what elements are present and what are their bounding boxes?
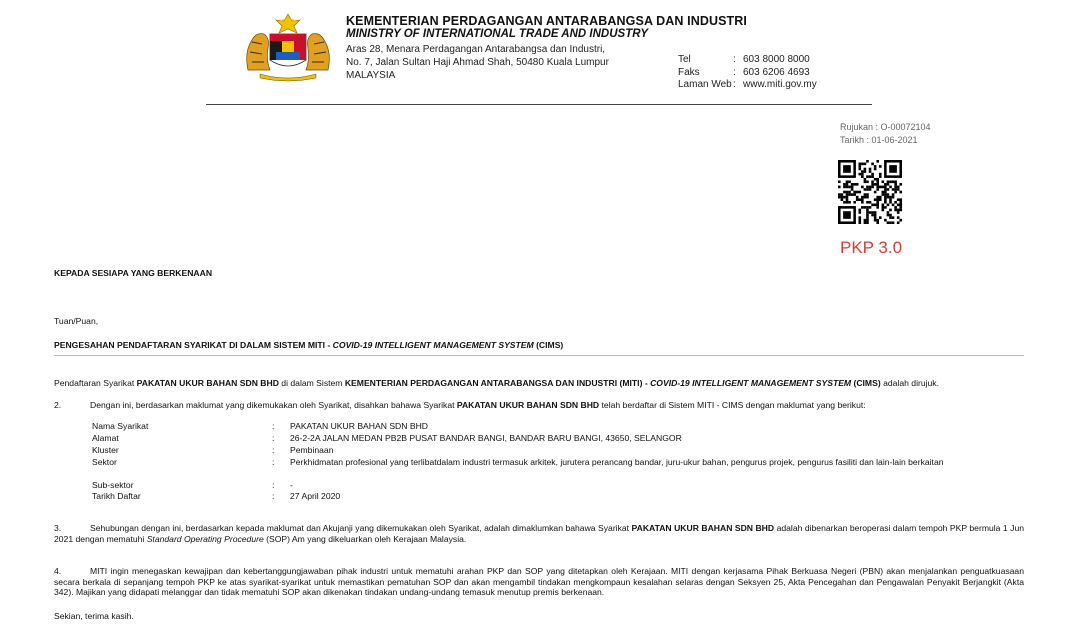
- paragraph-text: telah berdaftar di Sistem MITI - CIMS dengan maklumat yang berikut:: [599, 400, 866, 410]
- salutation: Tuan/Puan,: [54, 316, 99, 326]
- contact-value: 603 8000 8000: [743, 54, 810, 65]
- coat-of-arms-icon: [240, 12, 336, 82]
- paragraph-text: MITI ingin menegaskan kewajipan dan kebertanggungjawaban pihak industri untuk mematuhi arahan PKP dan SOP yang ditetapkan oleh Kerajaan. MITI dengan kerjasama Pihak Berkuasa Negeri (PBN) akan menjalankan penguatkuasaan secara berkala di sepanjang tempoh PKP ke atas syarikat-syarikat untuk memastikan pematuhan SOP dan akan mengambil tindakan mengkompaun kesalahan selaras dengan Seksyen 25, Akta Pencegahan dan Pengawalan Penyakit Berjangkit (Akta 342). Majikan yang didapati melanggar dan tidak mematuhi SOP akan dikenakan tindakan undang-undang temasuk menutup premis berkenaan.: [54, 566, 1024, 598]
- contact-colon: :: [733, 66, 736, 78]
- detail-colon: :: [272, 480, 275, 490]
- contact-value: 603 6206 4693: [743, 66, 810, 78]
- detail-colon: :: [272, 457, 275, 467]
- address-line: MALAYSIA: [346, 70, 396, 81]
- detail-value: PAKATAN UKUR BAHAN SDN BHD: [290, 421, 428, 431]
- subject-divider: [54, 355, 1024, 356]
- paragraph-3: [54, 523, 1024, 544]
- paragraph-4: [54, 566, 1024, 598]
- paragraph-text: Sehubungan dengan ini, berdasarkan kepada maklumat dan Akujanji yang dikemukakan oleh Syarikat, adalah dimaklumkan bahawa Syarikat: [90, 523, 632, 533]
- intro-ministry: KEMENTERIAN PERDAGANGAN ANTARABANGSA DAN INDUSTRI (MITI) -: [344, 378, 651, 388]
- detail-label: Nama Syarikat: [92, 421, 149, 431]
- intro-paragraph: [54, 378, 939, 389]
- ministry-name-english: MINISTRY OF INTERNATIONAL TRADE AND INDUSTRY: [346, 28, 648, 40]
- contact-colon: :: [733, 79, 736, 90]
- paragraph-company: PAKATAN UKUR BAHAN SDN BHD: [456, 400, 600, 410]
- reference-number: Rujukan : O-00072104: [840, 122, 931, 132]
- subject-suffix: (CIMS): [533, 340, 564, 350]
- detail-value: -: [290, 480, 293, 490]
- detail-colon: :: [272, 491, 275, 501]
- contact-label: Faks: [678, 66, 700, 78]
- intro-text: Pendaftaran Syarikat: [54, 378, 137, 388]
- paragraph-text: adalah dibenarkan beroperasi dalam tempoh PKP bermula 1 Jun 2021 dengan mematuhi: [54, 523, 1025, 544]
- detail-colon: :: [272, 445, 275, 455]
- subject-prefix: PENGESAHAN PENDAFTARAN SYARIKAT DI DALAM SISTEM MITI -: [54, 340, 333, 350]
- intro-system: COVID-19 INTELLIGENT MANAGEMENT SYSTEM: [650, 378, 852, 388]
- closing-line: Sekian, terima kasih.: [54, 611, 134, 621]
- intro-text: adalah dirujuk.: [880, 378, 939, 388]
- detail-label: Sektor: [92, 457, 117, 467]
- contact-value: www.miti.gov.my: [743, 79, 817, 90]
- paragraph-number: 3.: [54, 523, 62, 533]
- ministry-name-malay: KEMENTERIAN PERDAGANGAN ANTARABANGSA DAN INDUSTRI: [346, 14, 747, 28]
- reference-date: Tarikh : 01-06-2021: [840, 135, 918, 145]
- paragraph-text: Dengan ini, berdasarkan maklumat yang dikemukakan oleh Syarikat, disahkan bahawa Syarikat: [90, 400, 457, 410]
- paragraph-number: 4.: [54, 566, 62, 576]
- detail-label: Tarikh Daftar: [92, 491, 141, 501]
- detail-label: Alamat: [92, 433, 119, 443]
- detail-colon: :: [272, 421, 275, 431]
- address-line: Aras 28, Menara Perdagangan Antarabangsa dan Industri,: [346, 44, 606, 55]
- contact-label: Tel: [678, 54, 691, 65]
- paragraph-text: (SOP) Am yang dikeluarkan oleh Kerajaan Malaysia.: [263, 533, 467, 544]
- intro-text: di dalam Sistem: [278, 378, 345, 388]
- letterhead-divider: [206, 104, 872, 105]
- detail-value: Perkhidmatan profesional yang terlibatdalam industri termasuk arkitek, jurutera perancang bandar, juru-ukur bahan, pengurus projek, pengurus fasiliti dan lain-lain berkaitan: [290, 457, 944, 467]
- detail-label: Sub-sektor: [92, 480, 134, 490]
- paragraph-2: [54, 400, 866, 411]
- detail-value: 26-2-2A JALAN MEDAN PB2B PUSAT BANDAR BANGI, BANDAR BARU BANGI, 43650, SELANGOR: [290, 433, 682, 443]
- contact-colon: :: [733, 54, 736, 65]
- detail-label: Kluster: [92, 445, 119, 455]
- detail-colon: :: [272, 433, 275, 443]
- paragraph-number: 2.: [54, 400, 62, 410]
- contact-row-web: [678, 79, 817, 92]
- letter-subject: [54, 340, 563, 350]
- intro-cims: (CIMS): [851, 378, 881, 388]
- paragraph-sop: Standard Operating Procedure: [146, 533, 264, 544]
- subject-system-name: COVID-19 INTELLIGENT MANAGEMENT SYSTEM: [332, 340, 534, 350]
- pkp-phase-label: PKP 3.0: [840, 238, 903, 257]
- ministry-address: [346, 43, 609, 82]
- qr-code-icon: [838, 160, 904, 224]
- contact-row-tel: [678, 54, 817, 67]
- detail-value: 27 April 2020: [290, 491, 341, 501]
- intro-company: PAKATAN UKUR BAHAN SDN BHD: [136, 378, 279, 388]
- ministry-contact: [678, 54, 817, 92]
- detail-value: Pembinaan: [290, 445, 334, 455]
- address-line: No. 7, Jalan Sultan Haji Ahmad Shah, 50480 Kuala Lumpur: [346, 57, 609, 68]
- contact-row-fax: [678, 67, 817, 80]
- contact-label: Laman Web: [678, 79, 732, 90]
- paragraph-company: PAKATAN UKUR BAHAN SDN BHD: [631, 523, 775, 533]
- recipient-line: KEPADA SESIAPA YANG BERKENAAN: [54, 268, 213, 278]
